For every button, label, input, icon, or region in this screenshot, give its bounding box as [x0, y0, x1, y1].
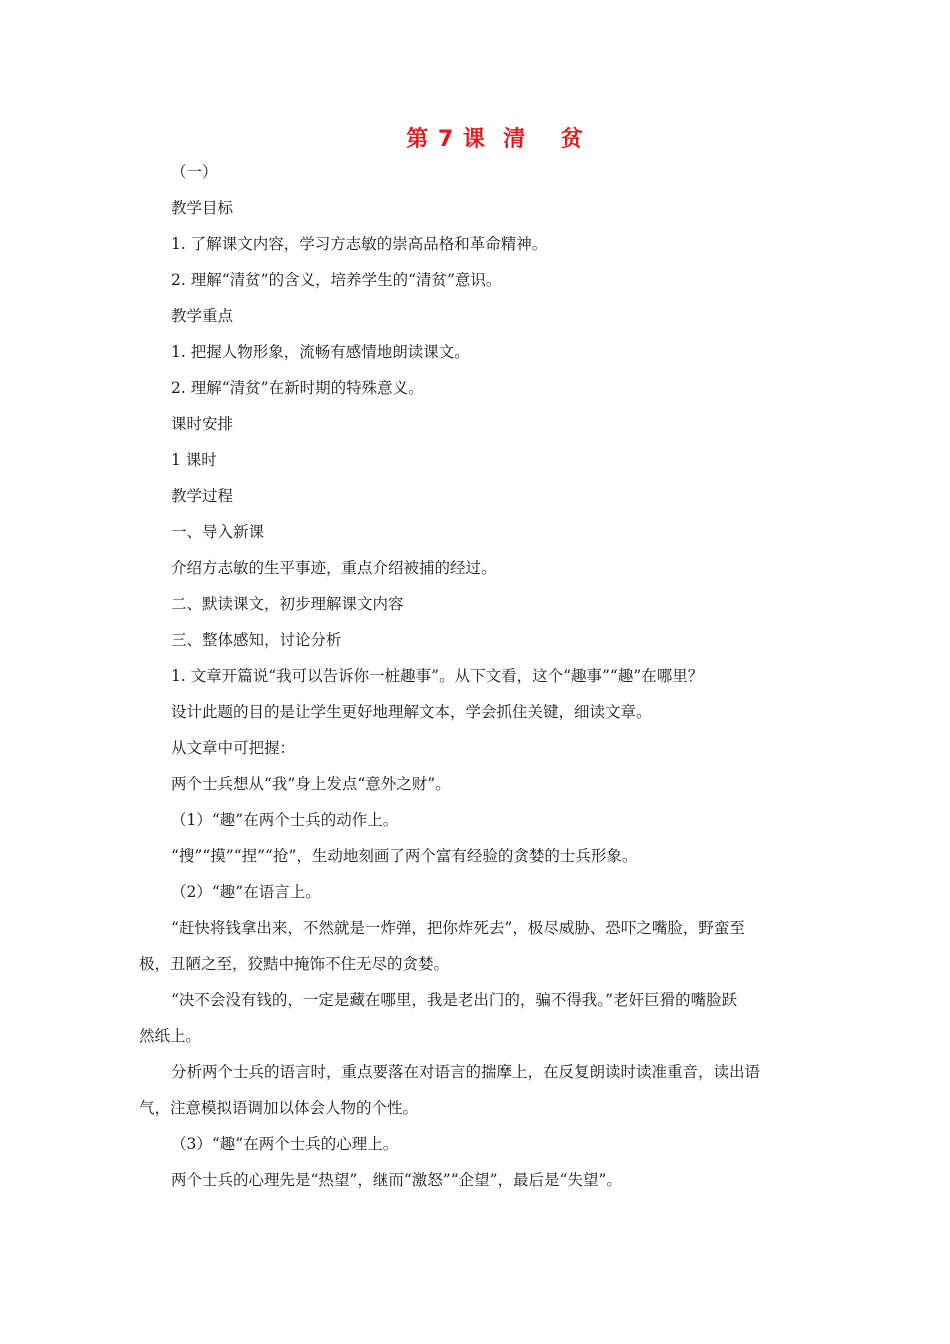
text-line: 二、默读课文，初步理解课文内容	[171, 595, 404, 613]
text-line-continuation: 极，丑陋之至，狡黠中掩饰不住无尽的贪婪。	[139, 955, 450, 973]
section-heading: 课时安排	[171, 415, 234, 433]
text-line-continuation: 气，注意模拟语调加以体会人物的个性。	[139, 1099, 419, 1117]
text-line: 设计此题的目的是让学生更好地理解文本，学会抓住关键，细读文章。	[171, 703, 652, 721]
text-line: “赶快将钱拿出来，不然就是一炸弹，把你炸死去”，极尽威胁、恐吓之嘴脸，野蛮至	[171, 919, 745, 937]
text-line: 两个士兵的心理先是“热望”，继而“激怒”“企望”，最后是“失望”。	[171, 1171, 622, 1189]
text-line: （3）“趣”在两个士兵的心理上。	[171, 1135, 399, 1153]
lesson-title: 第 7 课 清 贫	[406, 127, 584, 152]
text-line: 三、整体感知，讨论分析	[171, 631, 342, 649]
text-line: 1 课时	[171, 451, 217, 469]
text-line: 分析两个士兵的语言时，重点要落在对语言的揣摩上，在反复朗读时读准重音，读出语	[171, 1063, 761, 1081]
lesson-body	[139, 160, 811, 1204]
text-line-continuation: 然纸上。	[139, 1027, 202, 1045]
text-line: （1）“趣”在两个士兵的动作上。	[171, 811, 399, 829]
text-line: 介绍方志敏的生平事迹，重点介绍被捕的经过。	[171, 559, 497, 577]
text-line: （2）“趣”在语言上。	[171, 883, 321, 901]
text-line: 1. 把握人物形象，流畅有感情地朗读课文。	[171, 343, 470, 361]
text-line: “搜”“摸”“捏”“抢”，生动地刻画了两个富有经验的贪婪的士兵形象。	[171, 847, 638, 865]
text-line: 1. 了解课文内容，学习方志敏的崇高品格和革命精神。	[171, 235, 548, 253]
section-heading: 教学目标	[171, 199, 234, 217]
section-heading: 教学过程	[171, 487, 234, 505]
section-heading: 教学重点	[171, 307, 234, 325]
text-line: 1. 文章开篇说“我可以告诉你一桩趣事”。从下文看，这个“趣事”“趣”在哪里？	[171, 667, 704, 685]
text-line: （一）	[171, 163, 218, 181]
text-line: 从文章中可把握：	[171, 739, 296, 757]
text-line: 一、导入新课	[171, 523, 265, 541]
text-line: “决不会没有钱的，一定是藏在哪里，我是老出门的，骗不得我。”老奸巨猾的嘴脸跃	[171, 991, 738, 1009]
text-line: 2. 理解“清贫”的含义，培养学生的“清贫”意识。	[171, 271, 502, 289]
text-line: 2. 理解“清贫”在新时期的特殊意义。	[171, 379, 424, 397]
text-line: 两个士兵想从“我”身上发点“意外之财”。	[171, 775, 451, 793]
